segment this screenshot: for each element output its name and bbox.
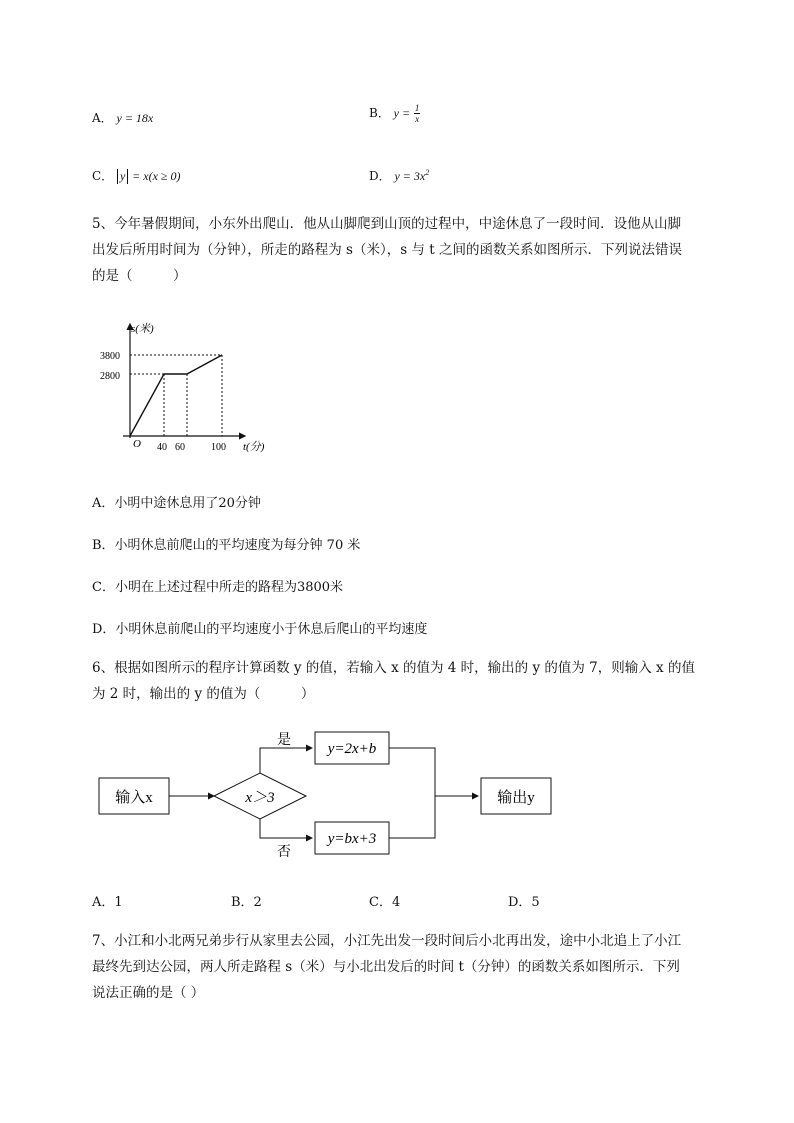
option-c-rhs: = x(x ≥ 0)	[132, 169, 181, 183]
condition-label: x＞3	[245, 790, 275, 806]
x-tick-40: 40	[157, 442, 167, 453]
q5-choice-b: B．小明休息前爬山的平均速度为每分钟 70 米	[92, 538, 361, 553]
option-d-exponent: 2	[425, 168, 430, 177]
q6-line-1: 6、根据如图所示的程序计算函数 y 的值，若输入 x 的值为 4 时，输出的 y 的值为 7，则输入 x 的值	[92, 660, 695, 676]
q5-choice-d: D．小明休息前爬山的平均速度小于休息后爬山的平均速度	[92, 622, 428, 637]
option-d	[369, 167, 429, 184]
option-d-expr: y = 3x	[394, 169, 426, 183]
origin-label: O	[133, 438, 141, 450]
option-c	[92, 167, 181, 184]
fraction-numerator: 1	[414, 103, 420, 113]
q5-choice-a: A．小明中途休息用了20分钟	[92, 496, 261, 511]
q6-choice-c: C．4	[369, 895, 401, 910]
option-b-label: B．	[369, 106, 390, 120]
y-tick-2800: 2800	[100, 371, 120, 382]
option-b-lhs: y =	[393, 106, 411, 120]
q7-line-2: 最终先到达公园，两人所走路程 s（米）与小北出发后的时间 t（分钟）的函数关系如图所示．下列	[92, 959, 680, 975]
y-tick-3800: 3800	[100, 351, 120, 362]
no-branch-label: y=bx+3	[327, 831, 377, 847]
option-c-abs: y	[117, 169, 128, 184]
x-tick-60: 60	[175, 442, 185, 453]
q5-line-1: 5、今年暑假期间，小东外出爬山．他从山脚爬到山顶的过程中，中途休息了一段时间．设他从山脚	[92, 216, 682, 232]
option-c-label: C．	[92, 169, 114, 183]
q7-line-3: 说法正确的是（ ）	[92, 985, 205, 1001]
arrow-no	[260, 819, 312, 838]
arrow-yes	[260, 748, 312, 773]
merge-line	[389, 748, 435, 838]
x-tick-100: 100	[211, 442, 226, 453]
q6-flowchart	[92, 726, 562, 868]
q7-line-1: 7、小江和小北两兄弟步行从家里去公园，小江先出发一段时间后小北再出发，途中小北追上了小江	[92, 933, 682, 949]
option-a	[92, 109, 153, 126]
q6-choice-d: D．5	[508, 895, 540, 910]
q5-graph	[95, 318, 295, 460]
input-label: 输入x	[115, 790, 153, 806]
q6-choice-b: B．2	[231, 895, 262, 910]
no-label: 否	[277, 845, 291, 860]
option-b-fraction	[414, 103, 421, 124]
distance-line	[130, 355, 222, 436]
y-axis-label: s(米)	[131, 323, 154, 335]
output-label: 输出y	[497, 790, 535, 806]
option-d-label: D．	[369, 169, 391, 183]
q5-choice-c: C．小明在上述过程中所走的路程为3800米	[92, 580, 344, 595]
q5-line-2: 出发后所用时间为（分钟），所走的路程为 s（米），s 与 t 之间的函数关系如图所示．下列说法错误	[92, 242, 682, 258]
x-axis-label: t(分)	[243, 441, 265, 453]
option-b	[369, 103, 420, 124]
q5-line-3: 的是（ ）	[92, 268, 187, 284]
q6-choice-a: A．1	[92, 895, 123, 910]
yes-branch-label: y=2x+b	[327, 741, 377, 757]
yes-label: 是	[277, 733, 291, 748]
q6-line-2: 为 2 时，输出的 y 的值为（ ）	[92, 686, 315, 702]
fraction-denominator: x	[415, 114, 420, 124]
option-a-label: A．	[92, 111, 113, 125]
option-a-expr: y = 18x	[116, 111, 154, 125]
